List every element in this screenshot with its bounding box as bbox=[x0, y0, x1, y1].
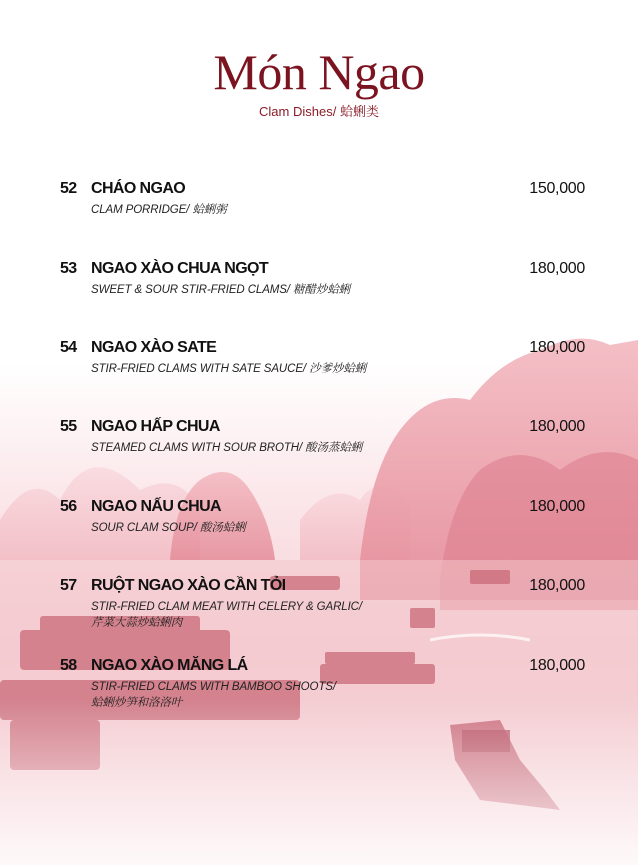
item-description bbox=[91, 679, 421, 711]
item-price: 180,000 bbox=[529, 577, 585, 594]
item-description-line: SWEET & SOUR STIR-FRIED CLAMS/ 糖醋炒蛤蜊 bbox=[91, 284, 351, 296]
item-number: 53 bbox=[60, 260, 77, 277]
item-number: 56 bbox=[60, 498, 77, 515]
item-description bbox=[91, 520, 421, 536]
item-name: NGAO XÀO CHUA NGỌT bbox=[91, 260, 269, 277]
item-number: 58 bbox=[60, 657, 77, 674]
item-price: 180,000 bbox=[529, 657, 585, 674]
item-number: 55 bbox=[60, 418, 77, 435]
item-description bbox=[91, 440, 421, 456]
item-number: 52 bbox=[60, 180, 77, 197]
item-price: 150,000 bbox=[529, 180, 585, 197]
item-description-line: 芹菜大蒜炒蛤蜊肉 bbox=[91, 617, 183, 629]
item-number: 57 bbox=[60, 577, 77, 594]
item-description bbox=[91, 202, 421, 218]
item-description-line: SOUR CLAM SOUP/ 酸汤蛤蜊 bbox=[91, 522, 246, 534]
item-description-line: 蛤蜊炒笋和洛洛叶 bbox=[91, 697, 183, 709]
item-price: 180,000 bbox=[529, 418, 585, 435]
item-description-line: STIR-FRIED CLAM MEAT WITH CELERY & GARLIC/ bbox=[91, 601, 362, 613]
item-name: NGAO XÀO SATE bbox=[91, 339, 217, 356]
item-description bbox=[91, 599, 421, 631]
item-price: 180,000 bbox=[529, 260, 585, 277]
item-description-line: STIR-FRIED CLAMS WITH SATE SAUCE/ 沙爹炒蛤蜊 bbox=[91, 363, 367, 375]
item-description bbox=[91, 361, 421, 377]
page-subtitle: Clam Dishes/ 蛤蜊类 bbox=[259, 104, 379, 119]
item-price: 180,000 bbox=[529, 339, 585, 356]
item-name: NGAO XÀO MĂNG LÁ bbox=[91, 657, 248, 674]
item-description-line: STEAMED CLAMS WITH SOUR BROTH/ 酸汤蒸蛤蜊 bbox=[91, 442, 363, 454]
item-name: NGAO NẤU CHUA bbox=[91, 498, 221, 515]
item-name: RUỘT NGAO XÀO CẦN TỎI bbox=[91, 577, 286, 594]
item-description bbox=[91, 282, 421, 298]
item-name: NGAO HẤP CHUA bbox=[91, 418, 220, 435]
item-name: CHÁO NGAO bbox=[91, 180, 186, 197]
item-price: 180,000 bbox=[529, 498, 585, 515]
page-title: Món Ngao bbox=[213, 44, 425, 100]
item-number: 54 bbox=[60, 339, 77, 356]
item-description-line: CLAM PORRIDGE/ 蛤蜊粥 bbox=[91, 204, 227, 216]
item-description-line: STIR-FRIED CLAMS WITH BAMBOO SHOOTS/ bbox=[91, 681, 336, 693]
